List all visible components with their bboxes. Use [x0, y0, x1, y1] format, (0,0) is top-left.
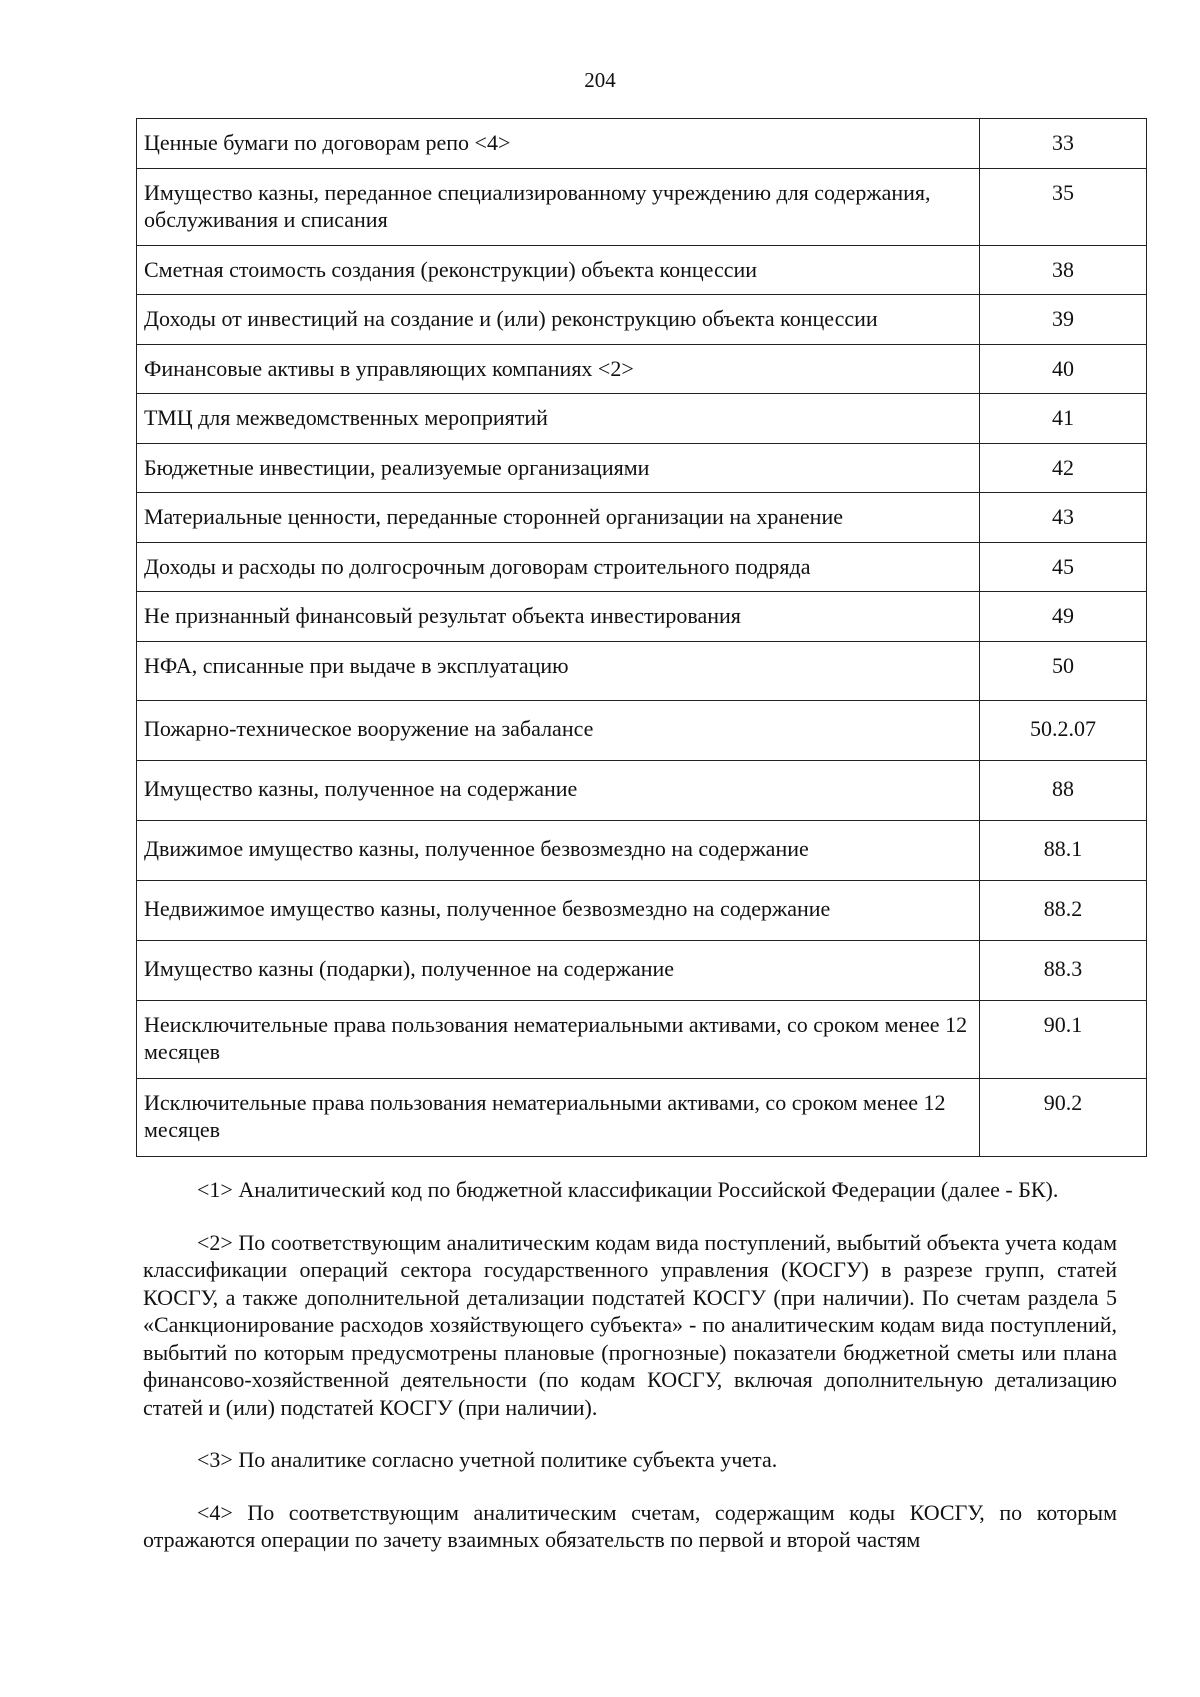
table-row [137, 295, 1147, 345]
account-name-cell: Движимое имущество казны, полученное безвозмездно на содержание [137, 821, 980, 881]
account-code-cell: 39 [980, 295, 1147, 345]
account-code-cell: 88.2 [980, 881, 1147, 941]
account-name-cell: Пожарно-техническое вооружение на забалансе [137, 701, 980, 761]
account-name-cell: Имущество казны (подарки), полученное на содержание [137, 941, 980, 1001]
table-row [137, 345, 1147, 394]
table-row [137, 941, 1147, 1001]
account-name-cell: Исключительные права пользования нематериальными активами, со сроком менее 12 месяцев [137, 1079, 980, 1157]
account-code-cell: 50.2.07 [980, 701, 1147, 761]
table-row [137, 1001, 1147, 1079]
account-code-cell: 50 [980, 642, 1147, 701]
account-code-cell: 88.3 [980, 941, 1147, 1001]
table-row [137, 394, 1147, 444]
account-code-cell: 40 [980, 345, 1147, 394]
account-name-cell: Не признанный финансовый результат объекта инвестирования [137, 592, 980, 642]
page-number: 204 [584, 68, 616, 92]
account-code-cell: 42 [980, 444, 1147, 493]
table-row [137, 881, 1147, 941]
accounts-table [136, 118, 1147, 1157]
footnote-4: <4> По соответствующим аналитическим счетам, содержащим коды КОСГУ, по которым отражаются операции по зачету взаимных обязательств по первой и второй частям [143, 1499, 1117, 1552]
account-code-cell: 41 [980, 394, 1147, 444]
account-code-cell: 43 [980, 493, 1147, 543]
table-row [137, 701, 1147, 761]
footnotes [143, 1176, 1117, 1579]
table-row [137, 821, 1147, 881]
table-row [137, 761, 1147, 821]
table-row [137, 592, 1147, 642]
account-code-cell: 90.1 [980, 1001, 1147, 1079]
account-code-cell: 35 [980, 169, 1147, 246]
account-name-cell: Материальные ценности, переданные сторонней организации на хранение [137, 493, 980, 543]
account-code-cell: 33 [980, 119, 1147, 169]
account-code-cell: 90.2 [980, 1079, 1147, 1157]
footnote-2: <2> По соответствующим аналитическим кодам вида поступлений, выбытий объекта учета кодам классификации операций сектора государственного управления (КОСГУ) в разрезе групп, статей КОСГУ, а также дополнительной детализации подстатей КОСГУ (при наличии). По счетам раздела 5 «Санкционирование расходов хозяйствующего субъекта» - по аналитическим кодам вида поступлений, выбытий по которым предусмотрены плановые (прогнозные) показатели бюджетной сметы или плана финансово-хозяйственной деятельности (по кодам КОСГУ, включая дополнительную детализацию статей и (или) подстатей КОСГУ (при наличии). [143, 1229, 1117, 1420]
account-code-cell: 45 [980, 543, 1147, 592]
table-row [137, 119, 1147, 169]
account-name-cell: Бюджетные инвестиции, реализуемые организациями [137, 444, 980, 493]
table-row [137, 169, 1147, 246]
table-row [137, 493, 1147, 543]
account-name-cell: Неисключительные права пользования нематериальными активами, со сроком менее 12 месяцев [137, 1001, 980, 1079]
account-name-cell: Финансовые активы в управляющих компаниях <2> [137, 345, 980, 394]
account-name-cell: Ценные бумаги по договорам репо <4> [137, 119, 980, 169]
account-code-cell: 49 [980, 592, 1147, 642]
account-code-cell: 88.1 [980, 821, 1147, 881]
table-row [137, 642, 1147, 701]
account-name-cell: Недвижимое имущество казны, полученное безвозмездно на содержание [137, 881, 980, 941]
account-name-cell: НФА, списанные при выдаче в эксплуатацию [137, 642, 980, 701]
account-name-cell: Имущество казны, полученное на содержание [137, 761, 980, 821]
account-name-cell: Доходы от инвестиций на создание и (или) реконструкцию объекта концессии [137, 295, 980, 345]
account-name-cell: Имущество казны, переданное специализированному учреждению для содержания, обслуживания и списания [137, 169, 980, 246]
table-row [137, 246, 1147, 295]
account-name-cell: ТМЦ для межведомственных мероприятий [137, 394, 980, 444]
account-code-cell: 88 [980, 761, 1147, 821]
footnote-1: <1> Аналитический код по бюджетной классификации Российской Федерации (далее - БК). [197, 1177, 1059, 1202]
footnote-3: <3> По аналитике согласно учетной политике субъекта учета. [197, 1447, 778, 1472]
table-row [137, 543, 1147, 592]
account-code-cell: 38 [980, 246, 1147, 295]
table-row [137, 444, 1147, 493]
table-row [137, 1079, 1147, 1157]
account-name-cell: Сметная стоимость создания (реконструкции) объекта концессии [137, 246, 980, 295]
account-name-cell: Доходы и расходы по долгосрочным договорам строительного подряда [137, 543, 980, 592]
